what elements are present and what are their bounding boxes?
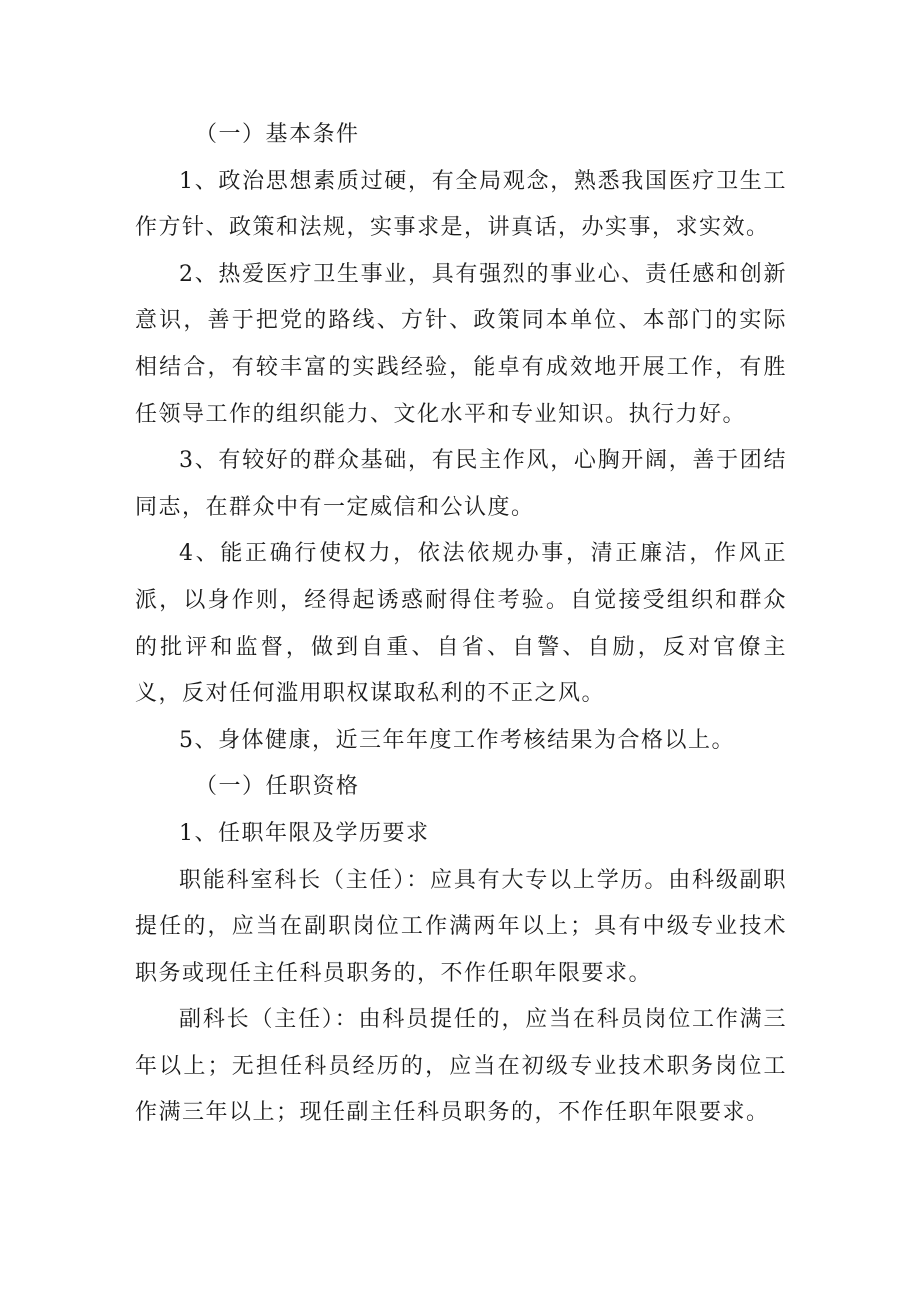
- paragraph-item-5: 5、身体健康，近三年年度工作考核结果为合格以上。: [179, 727, 735, 753]
- paragraph-item-1: 1、政治思想素质过硬，有全局观念，熟悉我国医疗卫生工作方针、政策和法规，实事求是，讲真话，办实事，求实效。: [135, 168, 787, 241]
- paragraph-item-3: 3、有较好的群众基础，有民主作风，心胸开阔，善于团结同志，在群众中有一定威信和公认度。: [135, 448, 787, 520]
- paragraph-qualification-item-1: 1、任职年限及学历要求: [179, 820, 430, 846]
- paragraph-item-2: 2、热爱医疗卫生事业，具有强烈的事业心、责任感和创新意识，善于把党的路线、方针、政策同本单位、本部门的实际相结合，有较丰富的实践经验，能卓有成效地开展工作，有胜任领导工作的组织能力、文化水平和专业知识。执行力好。: [135, 261, 787, 427]
- paragraph-chief-requirements: 职能科室科长（主任）：应具有大专以上学历。由科级副职提任的，应当在副职岗位工作满两年以上；具有中级专业技术职务或现任主任科员职务的，不作任职年限要求。: [135, 867, 787, 986]
- paragraph-item-4: 4、能正确行使权力，依法依规办事，清正廉洁，作风正派，以身作则，经得起诱惑耐得住考验。自觉接受组织和群众的批评和监督，做到自重、自省、自警、自励，反对官僚主义，反对任何滥用职权谋取私利的不正之风。: [135, 541, 787, 707]
- paragraph-deputy-requirements: 副科长（主任）：由科员提任的，应当在科员岗位工作满三年以上；无担任科员经历的，应当在初级专业技术职务岗位工作满三年以上；现任副主任科员职务的，不作任职年限要求。: [135, 1007, 787, 1126]
- section-heading-basic-conditions: （一）基本条件: [195, 122, 360, 147]
- section-heading-qualifications: （一）任职资格: [195, 774, 360, 800]
